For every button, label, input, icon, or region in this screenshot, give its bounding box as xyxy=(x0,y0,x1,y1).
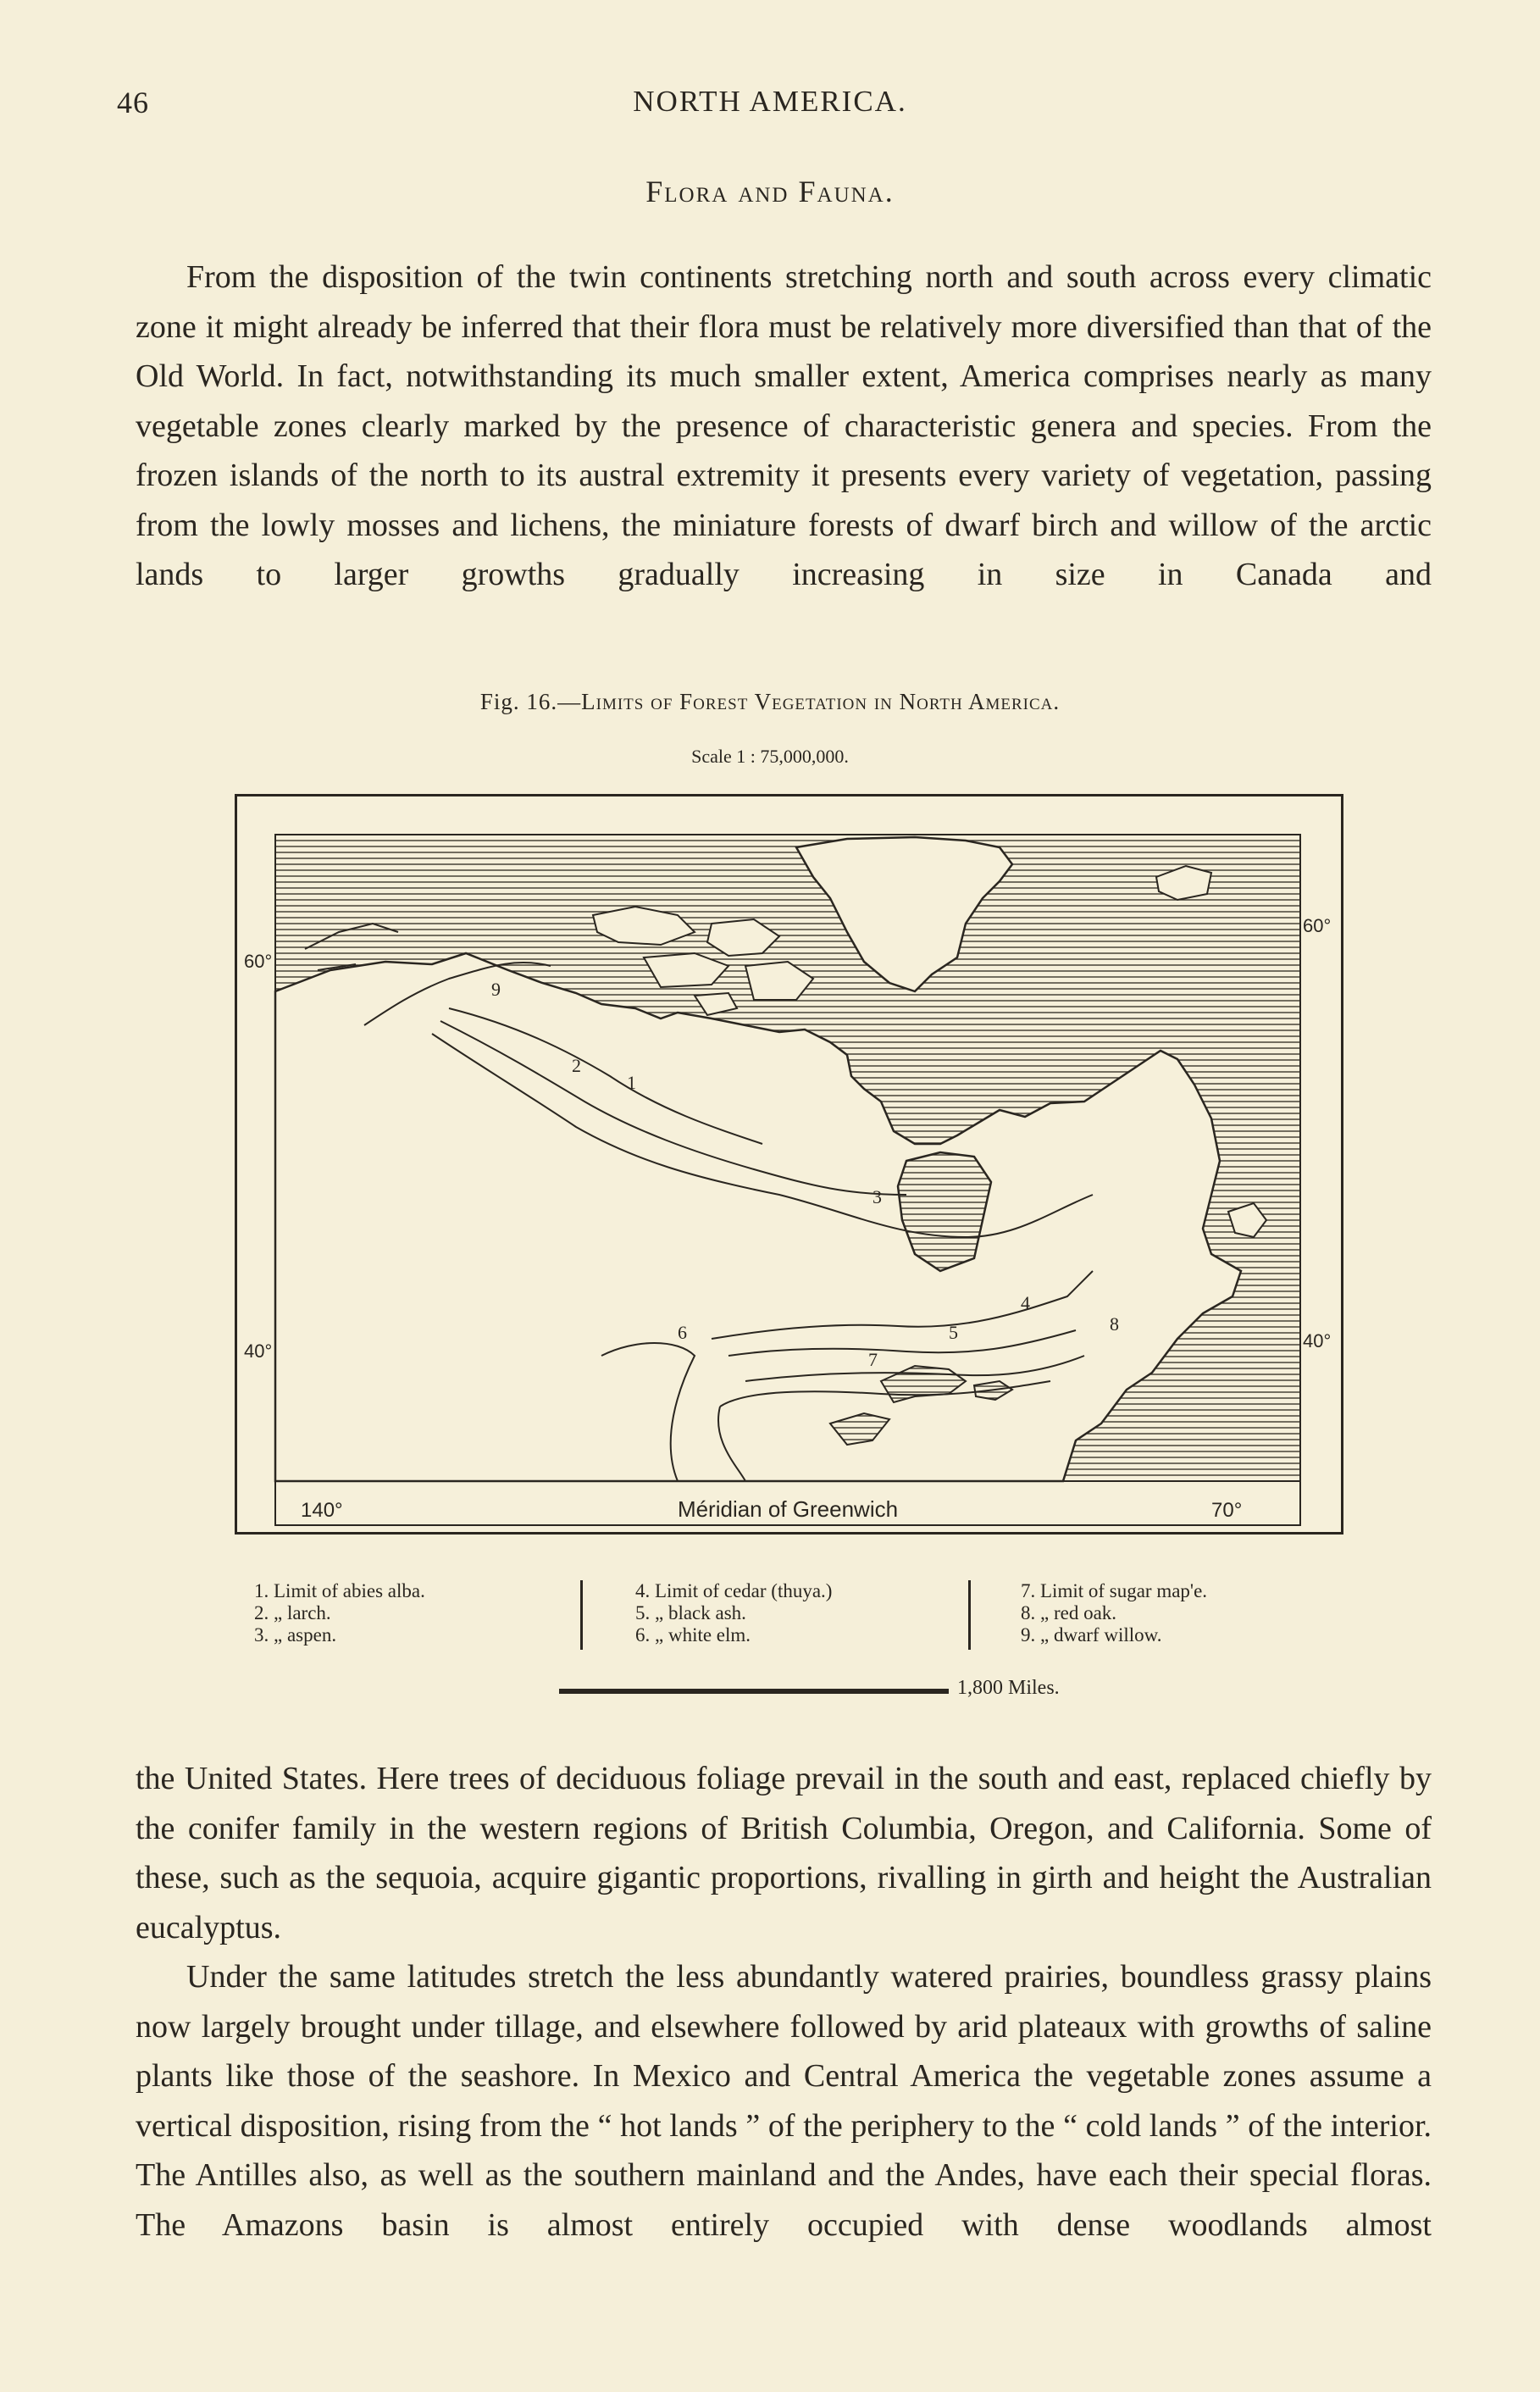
legend-entry: 2. „ larch. xyxy=(254,1602,331,1623)
paragraph-1-text: From the disposition of the twin continents stretching north and south across every climatic zone it might already be inferred that their flora must be relatively more diversified than that of the Old World. In fact, notwithstanding its much smaller extent, America comprises nearly as many vegetable zones clearly marked by the presence of characteristic genera and species. From the frozen islands of the north to its austral extremity it presents every variety of vegetation, passing from the lowly mosses and lichens, the miniature forests of dwarf birch and willow of the arctic lands to larger growths gradually increasing in size in Canada and xyxy=(136,259,1432,592)
map-drawing xyxy=(237,796,1341,1532)
paragraph-1 xyxy=(136,253,1432,600)
meridian-label: Méridian of Greenwich xyxy=(677,1496,899,1522)
scale-bar-line xyxy=(559,1689,949,1694)
legend-column-3 xyxy=(1021,1580,1207,1646)
paragraph-3-text: Under the same latitudes stretch the less abundantly watered prairies, boundless grassy plains now largely brought under tillage, and elsewhere followed by arid plateaux with growths of saline plants like those of the seashore. In Mexico and Central America the vegetable zones assume a vertical disposition, rising from the “ hot lands ” of the periphery to the “ cold lands ” of the interior. The Antilles also, as well as the southern mainland and the Andes, have each their special floras. The Amazons basin is almost entirely occupied with dense woodlands almost xyxy=(136,1959,1432,2243)
line-number-2: 2 xyxy=(572,1055,581,1076)
line-number-5: 5 xyxy=(949,1322,958,1343)
legend-entry: 3. „ aspen. xyxy=(254,1624,337,1646)
line-number-7: 7 xyxy=(868,1349,878,1370)
section-heading: Flora and Fauna. xyxy=(645,175,895,208)
running-title: NORTH AMERICA. xyxy=(633,85,907,118)
lat-60-right: 60° xyxy=(1303,915,1332,936)
figure-title: Limits of Forest Vegetation in North America. xyxy=(581,689,1061,714)
legend-divider xyxy=(580,1580,583,1650)
page-number: 46 xyxy=(117,86,149,119)
scale-bar-label: 1,800 Miles. xyxy=(957,1677,1060,1699)
figure-scale: Scale 1 : 75,000,000. xyxy=(691,746,849,767)
legend-entry: 6. „ white elm. xyxy=(635,1624,751,1646)
line-number-4: 4 xyxy=(1021,1292,1030,1313)
lat-60-left: 60° xyxy=(244,951,273,972)
legend-entry: 4. Limit of cedar (thuya.) xyxy=(635,1580,833,1601)
legend-divider xyxy=(968,1580,971,1650)
paragraph-2 xyxy=(136,1754,1432,2250)
lon-140-label: 140° xyxy=(301,1499,343,1522)
legend-entry: 8. „ red oak. xyxy=(1021,1602,1117,1623)
figure-caption xyxy=(0,689,1540,715)
line-number-1: 1 xyxy=(627,1072,636,1093)
lat-40-right: 40° xyxy=(1303,1330,1332,1351)
lon-70-label: 70° xyxy=(1211,1499,1243,1522)
figure-label: Fig. 16.— xyxy=(479,689,582,714)
legend-entry: 7. Limit of sugar map'e. xyxy=(1021,1580,1208,1601)
scale-bar xyxy=(559,1677,1152,1699)
legend-column-1 xyxy=(254,1580,425,1646)
forest-limits-map xyxy=(235,794,1343,1535)
line-number-3: 3 xyxy=(872,1186,882,1207)
paragraph-2-text: the United States. Here trees of deciduous foliage prevail in the south and east, replaced chiefly by the conifer family in the western regions of British Columbia, Oregon, and California. Some of these, such as the sequoia, acquire gigantic proportions, rivalling in girth and height the Australian eucalyptus. xyxy=(136,1761,1432,1945)
running-head xyxy=(0,85,1540,127)
legend-entry: 5. „ black ash. xyxy=(635,1602,746,1623)
line-number-6: 6 xyxy=(678,1322,687,1343)
line-number-8: 8 xyxy=(1110,1313,1119,1335)
legend-entry: 9. „ dwarf willow. xyxy=(1021,1624,1162,1646)
map-legend xyxy=(254,1580,1305,1648)
legend-entry: 1. Limit of abies alba. xyxy=(254,1580,425,1601)
line-number-9: 9 xyxy=(491,979,501,1000)
lat-40-left: 40° xyxy=(244,1340,273,1362)
legend-column-2 xyxy=(635,1580,832,1646)
